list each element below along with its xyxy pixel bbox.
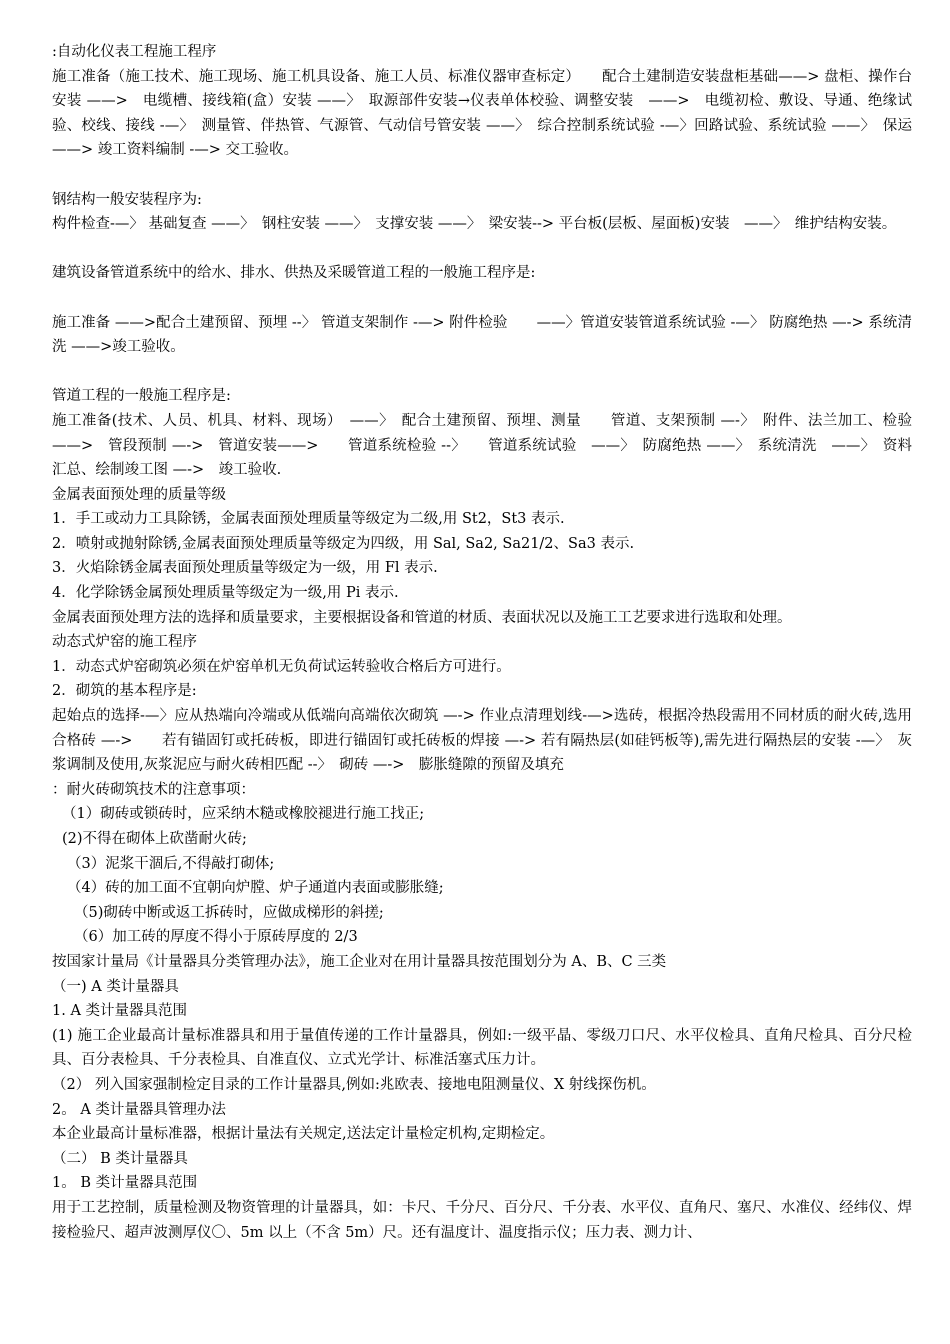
list-item: （4）砖的加工面不宜朝向炉膛、炉子通道内表面或膨胀缝; <box>67 880 444 897</box>
list-item: 1．手工或动力工具除锈，金属表面预处理质量等级定为二级,用 St2，St3 表示. <box>52 511 565 528</box>
heading-kiln-procedure: 动态式炉窑的施工程序 <box>52 634 197 651</box>
list-item: （6）加工砖的厚度不得小于原砖厚度的 2/3 <box>74 929 358 946</box>
heading-class-b-scope: 1。 B 类计量器具范围 <box>52 1175 198 1192</box>
list-item: 4．化学除锈金属预处理质量等级定为一级,用 Pi 表示. <box>52 585 399 602</box>
heading-building-pipes: 建筑设备管道系统中的给水、排水、供热及采暖管道工程的一般施工程序是: <box>52 265 536 282</box>
paragraph-pipeline-procedure: 施工准备(技术、人员、机具、材料、现场） ——〉 配合土建预留、预埋、测量 管道、支架预制 —-〉 附件、法兰加工、检验 ——> 管段预制 —-> 管道安装——> 管道系统检验 --〉 管道系统试验 ——〉 防腐绝热 ——〉 系统清洗 ——〉 资料汇总、绘制竣工图 —-> 竣工验收. <box>52 412 927 479</box>
heading-steel-structure: 钢结构一般安装程序为: <box>52 191 202 208</box>
heading-surface-pretreatment: 金属表面预处理的质量等级 <box>52 486 226 503</box>
list-item: (2)不得在砌体上砍凿耐火砖; <box>62 831 247 847</box>
paragraph-instrument-procedure: 施工准备（施工技术、施工现场、施工机具设备、施工人员、标准仪器审查标定） 配合土建制造安装盘柜基础——> 盘柜、操作台安装 ——> 电缆槽、接线箱(盒）安装 ——〉 取源部件安装→仪表单体校验、调整安装 ——> 电缆初检、敷设、导通、绝缘试验、校线、接线 -—〉 测量管、伴热管、气源管、气动信号管安装 ——〉 综合控制系统试验 -—〉回路试验、系统试验 ——〉 保运 ——> 竣工资料编制 -—> 交工验收。 <box>52 68 912 159</box>
blank-line <box>52 360 912 385</box>
list-item: （3）泥浆干涸后,不得敲打砌体; <box>67 855 275 872</box>
paragraph-building-pipes: 施工准备 ——>配合土建预留、预埋 --〉 管道支架制作 -—> 附件检验 ——〉管道安装管道系统试验 -—〉 防腐绝热 —-> 系统清洗 ——>竣工验收。 <box>52 314 912 356</box>
blank-line <box>52 286 912 311</box>
list-item: （1）砌砖或锁砖时，应采纳木糙或橡胶褪进行施工找正; <box>62 806 425 823</box>
blank-line <box>52 237 912 262</box>
heading-pipeline-procedure: 管道工程的一般施工程序是: <box>52 388 231 405</box>
document-body <box>52 40 927 1245</box>
paragraph-class-a-management: 本企业最高计量标准器，根据计量法有关规定,送法定计量检定机构,定期检定。 <box>52 1126 555 1143</box>
list-item: (1) 施工企业最高计量标准器具和用于量值传递的工作计量器具，例如:一级平晶、零级刀口尺、水平仪检具、直角尺检具、百分尺检具、百分表检具、千分表检具、自准直仪、立式光学计、标准活塞式压力计。 <box>52 1027 912 1069</box>
list-item: 2．砌筑的基本程序是: <box>52 683 197 700</box>
list-item: （2） 列入国家强制检定目录的工作计量器具,例如:兆欧表、接地电阻测量仪、X 射线探伤机。 <box>52 1076 656 1093</box>
list-item: 1．动态式炉窑砌筑必须在炉窑单机无负荷试运转验收合格后方可进行。 <box>52 658 511 675</box>
heading-class-a-scope: 1. A 类计量器具范围 <box>52 1003 188 1020</box>
paragraph-class-b-scope: 用于工艺控制，质量检测及物资管理的计量器具，如：卡尺、千分尺、百分尺、千分表、水平仪、直角尺、塞尺、水准仪、经纬仪、焊接检验尺、超声波测厚仪〇、5m 以上（不含 5m）尺。还有温度计、温度指示仪；压力表、测力计、 <box>52 1199 912 1241</box>
paragraph-measuring-classification: 按国家计量局《计量器具分类管理办法》，施工企业对在用计量器具按范围划分为 A、B、C 三类 <box>52 953 667 970</box>
heading-instrument-procedure: :自动化仪表工程施工程序 <box>52 44 217 60</box>
heading-refractory-notes: ：耐火砖砌筑技术的注意事项： <box>52 781 255 798</box>
list-item: 3．火焰除锈金属表面预处理质量等级定为一级，用 Fl 表示. <box>52 560 438 577</box>
list-item: 2．喷射或抛射除锈,金属表面预处理质量等级定为四级，用 Sal, Sa2, Sa21/2、Sa3 表示. <box>52 535 635 552</box>
list-item: （5)砌砖中断或返工拆砖时，应做成梯形的斜搓; <box>74 904 384 921</box>
heading-class-b: （二） B 类计量器具 <box>52 1150 188 1167</box>
paragraph-pretreatment-method: 金属表面预处理方法的选择和质量要求，主要根据设备和管道的材质、表面状况以及施工工艺要求进行选取和处理。 <box>52 609 792 626</box>
paragraph-steel-structure: 构件检查-—〉 基础复查 ——〉 钢柱安装 ——〉 支撑安装 ——〉 梁安装--> 平台板(层板、屋面板)安装 ——〉 维护结构安装。 <box>52 216 897 233</box>
heading-class-a: （一) A 类计量器具 <box>52 978 179 995</box>
blank-line <box>52 163 912 188</box>
paragraph-masonry-steps: 起始点的选择-—〉应从热端向冷端或从低端向高端依次砌筑 —-> 作业点清理划线-—>选砖，根据冷热段需用不同材质的耐火砖,选用合格砖 —-> 若有锚固钉或托砖板，即进行锚固钉或托砖板的焊接 —-> 若有隔热层(如硅钙板等),需先进行隔热层的安装 -—〉 灰浆调制及使用,灰浆泥应与耐火砖相匹配 --〉 砌砖 —-> 膨胀缝隙的预留及填充 <box>52 708 912 774</box>
heading-class-a-management: 2。 A 类计量器具管理办法 <box>52 1101 226 1118</box>
